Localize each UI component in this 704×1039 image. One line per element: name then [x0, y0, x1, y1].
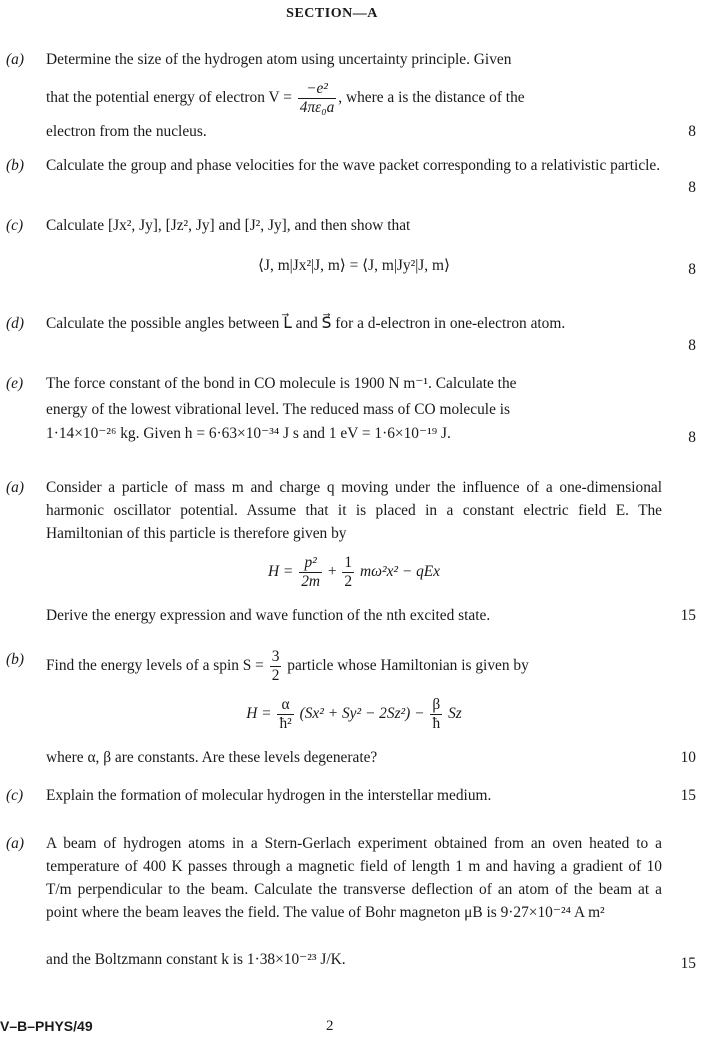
- question-text: Calculate [Jx², Jy], [Jz², Jy] and [J², Jy], and then show that: [46, 217, 411, 234]
- question-text-line3: 1·14×10⁻²⁶ kg. Given h = 6·63×10⁻³⁴ J s and 1 eV = 1·6×10⁻¹⁹ J.: [46, 425, 451, 442]
- fraction-numerator: 1: [344, 554, 353, 571]
- question-text-line2: energy of the lowest vibrational level. The reduced mass of CO molecule is: [46, 401, 511, 418]
- equation-operator: +: [327, 563, 337, 581]
- equation-end: Sz: [448, 705, 462, 723]
- marks: 10: [680, 749, 696, 766]
- equation-lhs: H =: [267, 563, 294, 581]
- fraction: [430, 696, 442, 733]
- fraction-denominator: 2: [344, 573, 353, 590]
- equation-rest: mω²x² − qEx: [359, 563, 441, 581]
- fraction-denominator: ħ: [432, 715, 441, 732]
- question-label: (a): [6, 51, 24, 68]
- page-number: 2: [326, 1018, 334, 1034]
- spin-fraction: [270, 648, 282, 685]
- question-text-line3: electron from the nucleus.: [46, 123, 207, 140]
- fraction: [277, 696, 293, 733]
- question-text: A beam of hydrogen atoms in a Stern-Gerlach experiment obtained from an oven heated to a temperature of 400 K passes through a magnetic field of length 1 m and having a gradient of 10 T/m perpendicular to the beam. Calculate the transverse deflection of an atom of the beam at a point where the beam leaves the field. The value of Bohr magneton μB is 9·27×10⁻²⁴ A m²: [46, 835, 662, 921]
- question-label: (b): [6, 651, 24, 668]
- fraction: [299, 554, 322, 591]
- question-text-line2: [46, 80, 662, 117]
- fraction: [342, 554, 354, 591]
- equation: ⟨J, m|Jx²|J, m⟩ = ⟨J, m|Jy²|J, m⟩: [258, 257, 450, 274]
- paper-code-text: V–B–PHYS/49: [0, 1018, 93, 1034]
- question-label: (a): [6, 479, 24, 496]
- question-label: (c): [6, 787, 24, 804]
- text-fragment: , where a is the distance of the: [338, 89, 525, 107]
- question-label: (d): [6, 315, 24, 332]
- marks: 8: [688, 123, 696, 140]
- marks: 8: [688, 337, 696, 354]
- marks: 8: [688, 179, 696, 196]
- question-label: (b): [6, 157, 24, 174]
- paper-code: [0, 1015, 93, 1038]
- question-text-line1: The force constant of the bond in CO molecule is 1900 N m⁻¹. Calculate the: [46, 375, 517, 392]
- fraction-denominator: 2: [271, 667, 280, 684]
- question-text: Calculate the group and phase velocities for the wave packet corresponding to a relativistic particle.: [46, 157, 661, 174]
- fraction-denominator: 2m: [301, 573, 320, 590]
- question-label: (c): [6, 217, 24, 234]
- question-text: Consider a particle of mass m and charge q moving under the influence of a one-dimensional harmonic oscillator potential. Assume that it is placed in a constant electric field E. The Hamiltonian of this particle is therefore given by: [46, 479, 662, 542]
- text-fragment: Find the energy levels of a spin S =: [46, 657, 264, 675]
- question-text: Calculate the possible angles between L⃗ and S⃗ for a d-electron in one-electron atom.: [46, 315, 566, 332]
- potential-fraction: [298, 80, 337, 117]
- equation-middle: (Sx² + Sy² − 2Sz²) −: [299, 705, 425, 723]
- text-fragment: particle whose Hamiltonian is given by: [287, 657, 529, 675]
- question-text-last: and the Boltzmann constant k is 1·38×10⁻²³ J/K.: [46, 951, 346, 968]
- equation-lhs: H =: [246, 705, 272, 723]
- question-text: Explain the formation of molecular hydrogen in the interstellar medium.: [46, 787, 492, 804]
- fraction-numerator: β: [432, 696, 441, 713]
- marks: 15: [680, 607, 696, 624]
- question-label: (e): [6, 375, 24, 392]
- fraction-numerator: 3: [271, 648, 280, 665]
- fraction-numerator: −e²: [298, 80, 337, 99]
- hamiltonian-equation: [46, 554, 662, 591]
- fraction-denominator: ħ²: [279, 715, 292, 732]
- marks: 15: [680, 787, 696, 804]
- question-text-after: where α, β are constants. Are these levels degenerate?: [46, 749, 378, 766]
- fraction-numerator: α: [277, 696, 293, 715]
- fraction-denominator: 4πε₀a: [299, 99, 335, 116]
- fraction-numerator: p²: [299, 554, 322, 573]
- question-text: [46, 648, 662, 685]
- marks: 8: [688, 261, 696, 278]
- section-title: SECTION—A: [286, 6, 378, 21]
- hamiltonian-equation: [46, 696, 662, 733]
- marks: 15: [680, 955, 696, 972]
- question-label: (a): [6, 835, 24, 852]
- marks: 8: [688, 429, 696, 446]
- text-fragment: that the potential energy of electron V =: [46, 89, 292, 107]
- question-text-after: Derive the energy expression and wave function of the nth excited state.: [46, 607, 491, 624]
- question-text: Determine the size of the hydrogen atom using uncertainty principle. Given: [46, 51, 512, 68]
